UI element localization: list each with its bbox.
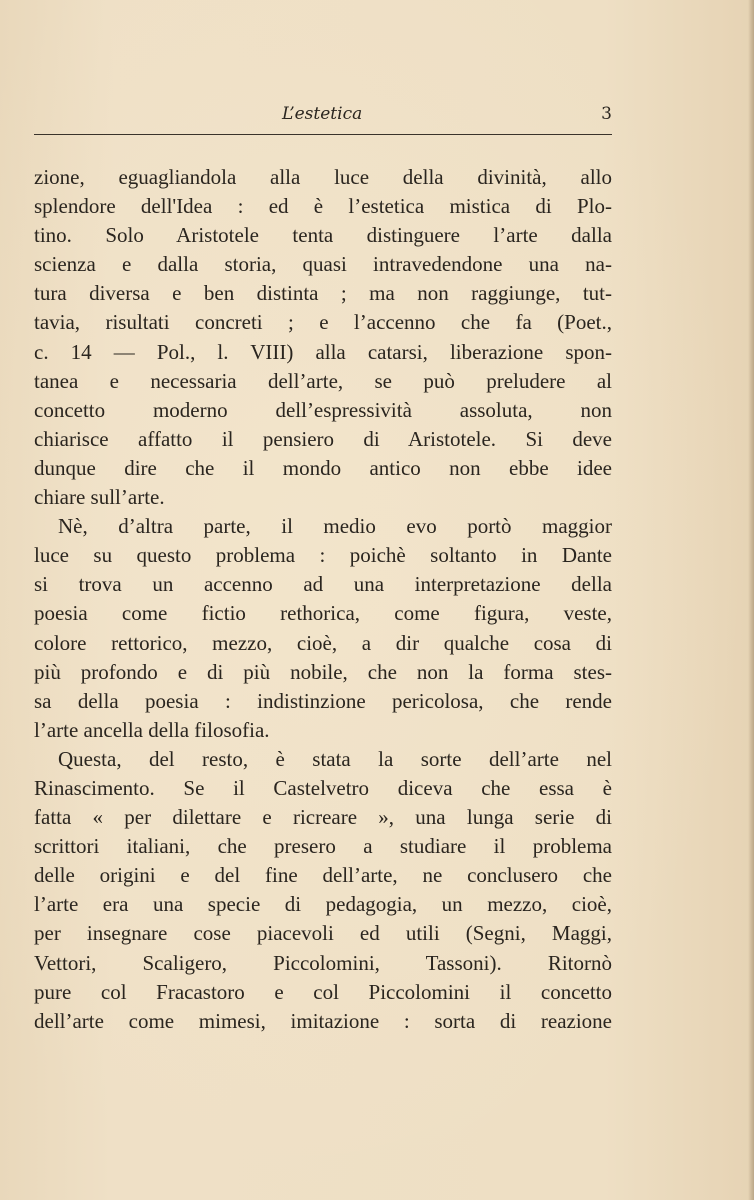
text-line: dunque dire che il mondo antico non ebbe idee (34, 455, 612, 480)
text-line: tavia, risultati concreti ; e l’accenno che fa (Poet., (34, 310, 612, 335)
text-line: fatta « per dilettare e ricreare », una lunga serie di (34, 805, 612, 830)
text-line: luce su questo problema : poichè soltanto in Dante (34, 543, 612, 568)
text-line: Nè, d’altra parte, il medio evo portò maggior (58, 514, 612, 539)
text-line: colore rettorico, mezzo, cioè, a dir qualche cosa di (34, 630, 612, 655)
running-title: L’estetica (282, 104, 363, 124)
text-line: per insegnare cose piacevoli ed utili (Segni, Maggi, (34, 921, 612, 946)
text-line: zione, eguagliandola alla luce della divinità, allo (34, 165, 612, 189)
text-line: si trova un accenno ad una interpretazione della (34, 572, 612, 597)
page-header (34, 102, 612, 128)
text-line: Rinascimento. Se il Castelvetro diceva che essa è (34, 775, 612, 800)
text-line: scienza e dalla storia, quasi intravedendone una na- (34, 252, 612, 277)
text-line: più profondo e di più nobile, che non la forma stes- (34, 659, 612, 684)
text-line: pure col Fracastoro e col Piccolomini il concetto (34, 979, 612, 1004)
header-rule (34, 134, 612, 135)
text-line: dell’arte come mimesi, imitazione : sorta di reazione (34, 1008, 612, 1033)
text-line: tanea e necessaria dell’arte, se può preludere al (34, 368, 612, 393)
text-line: concetto moderno dell’espressività assoluta, non (34, 397, 612, 422)
text-line: tura diversa e ben distinta ; ma non raggiunge, tut- (34, 281, 612, 306)
page-edge-shadow (748, 0, 754, 1200)
text-line: l’arte ancella della filosofia. (34, 717, 270, 742)
text-line: l’arte era una specie di pedagogia, un mezzo, cioè, (34, 892, 612, 917)
text-line: scrittori italiani, che presero a studiare il problema (34, 834, 612, 859)
text-line: Questa, del resto, è stata la sorte dell’arte nel (58, 746, 612, 771)
text-line: sa della poesia : indistinzione pericolosa, che rende (34, 688, 612, 713)
text-line: Vettori, Scaligero, Piccolomini, Tassoni). Ritornò (34, 950, 612, 975)
text-line: poesia come fictio rethorica, come figura, veste, (34, 601, 612, 626)
text-line: chiare sull’arte. (34, 485, 165, 510)
page-number: 3 (601, 104, 612, 124)
text-line: chiarisce affatto il pensiero di Aristotele. Si deve (34, 426, 612, 451)
text-line: splendore dell'Idea : ed è l’estetica mistica di Plo- (34, 194, 612, 219)
text-line: c. 14 — Pol., l. VIII) alla catarsi, liberazione spon- (34, 339, 612, 364)
text-line: tino. Solo Aristotele tenta distinguere l’arte dalla (34, 223, 612, 248)
text-line: delle origini e del fine dell’arte, ne conclusero che (34, 863, 612, 888)
body-text (34, 163, 612, 1036)
